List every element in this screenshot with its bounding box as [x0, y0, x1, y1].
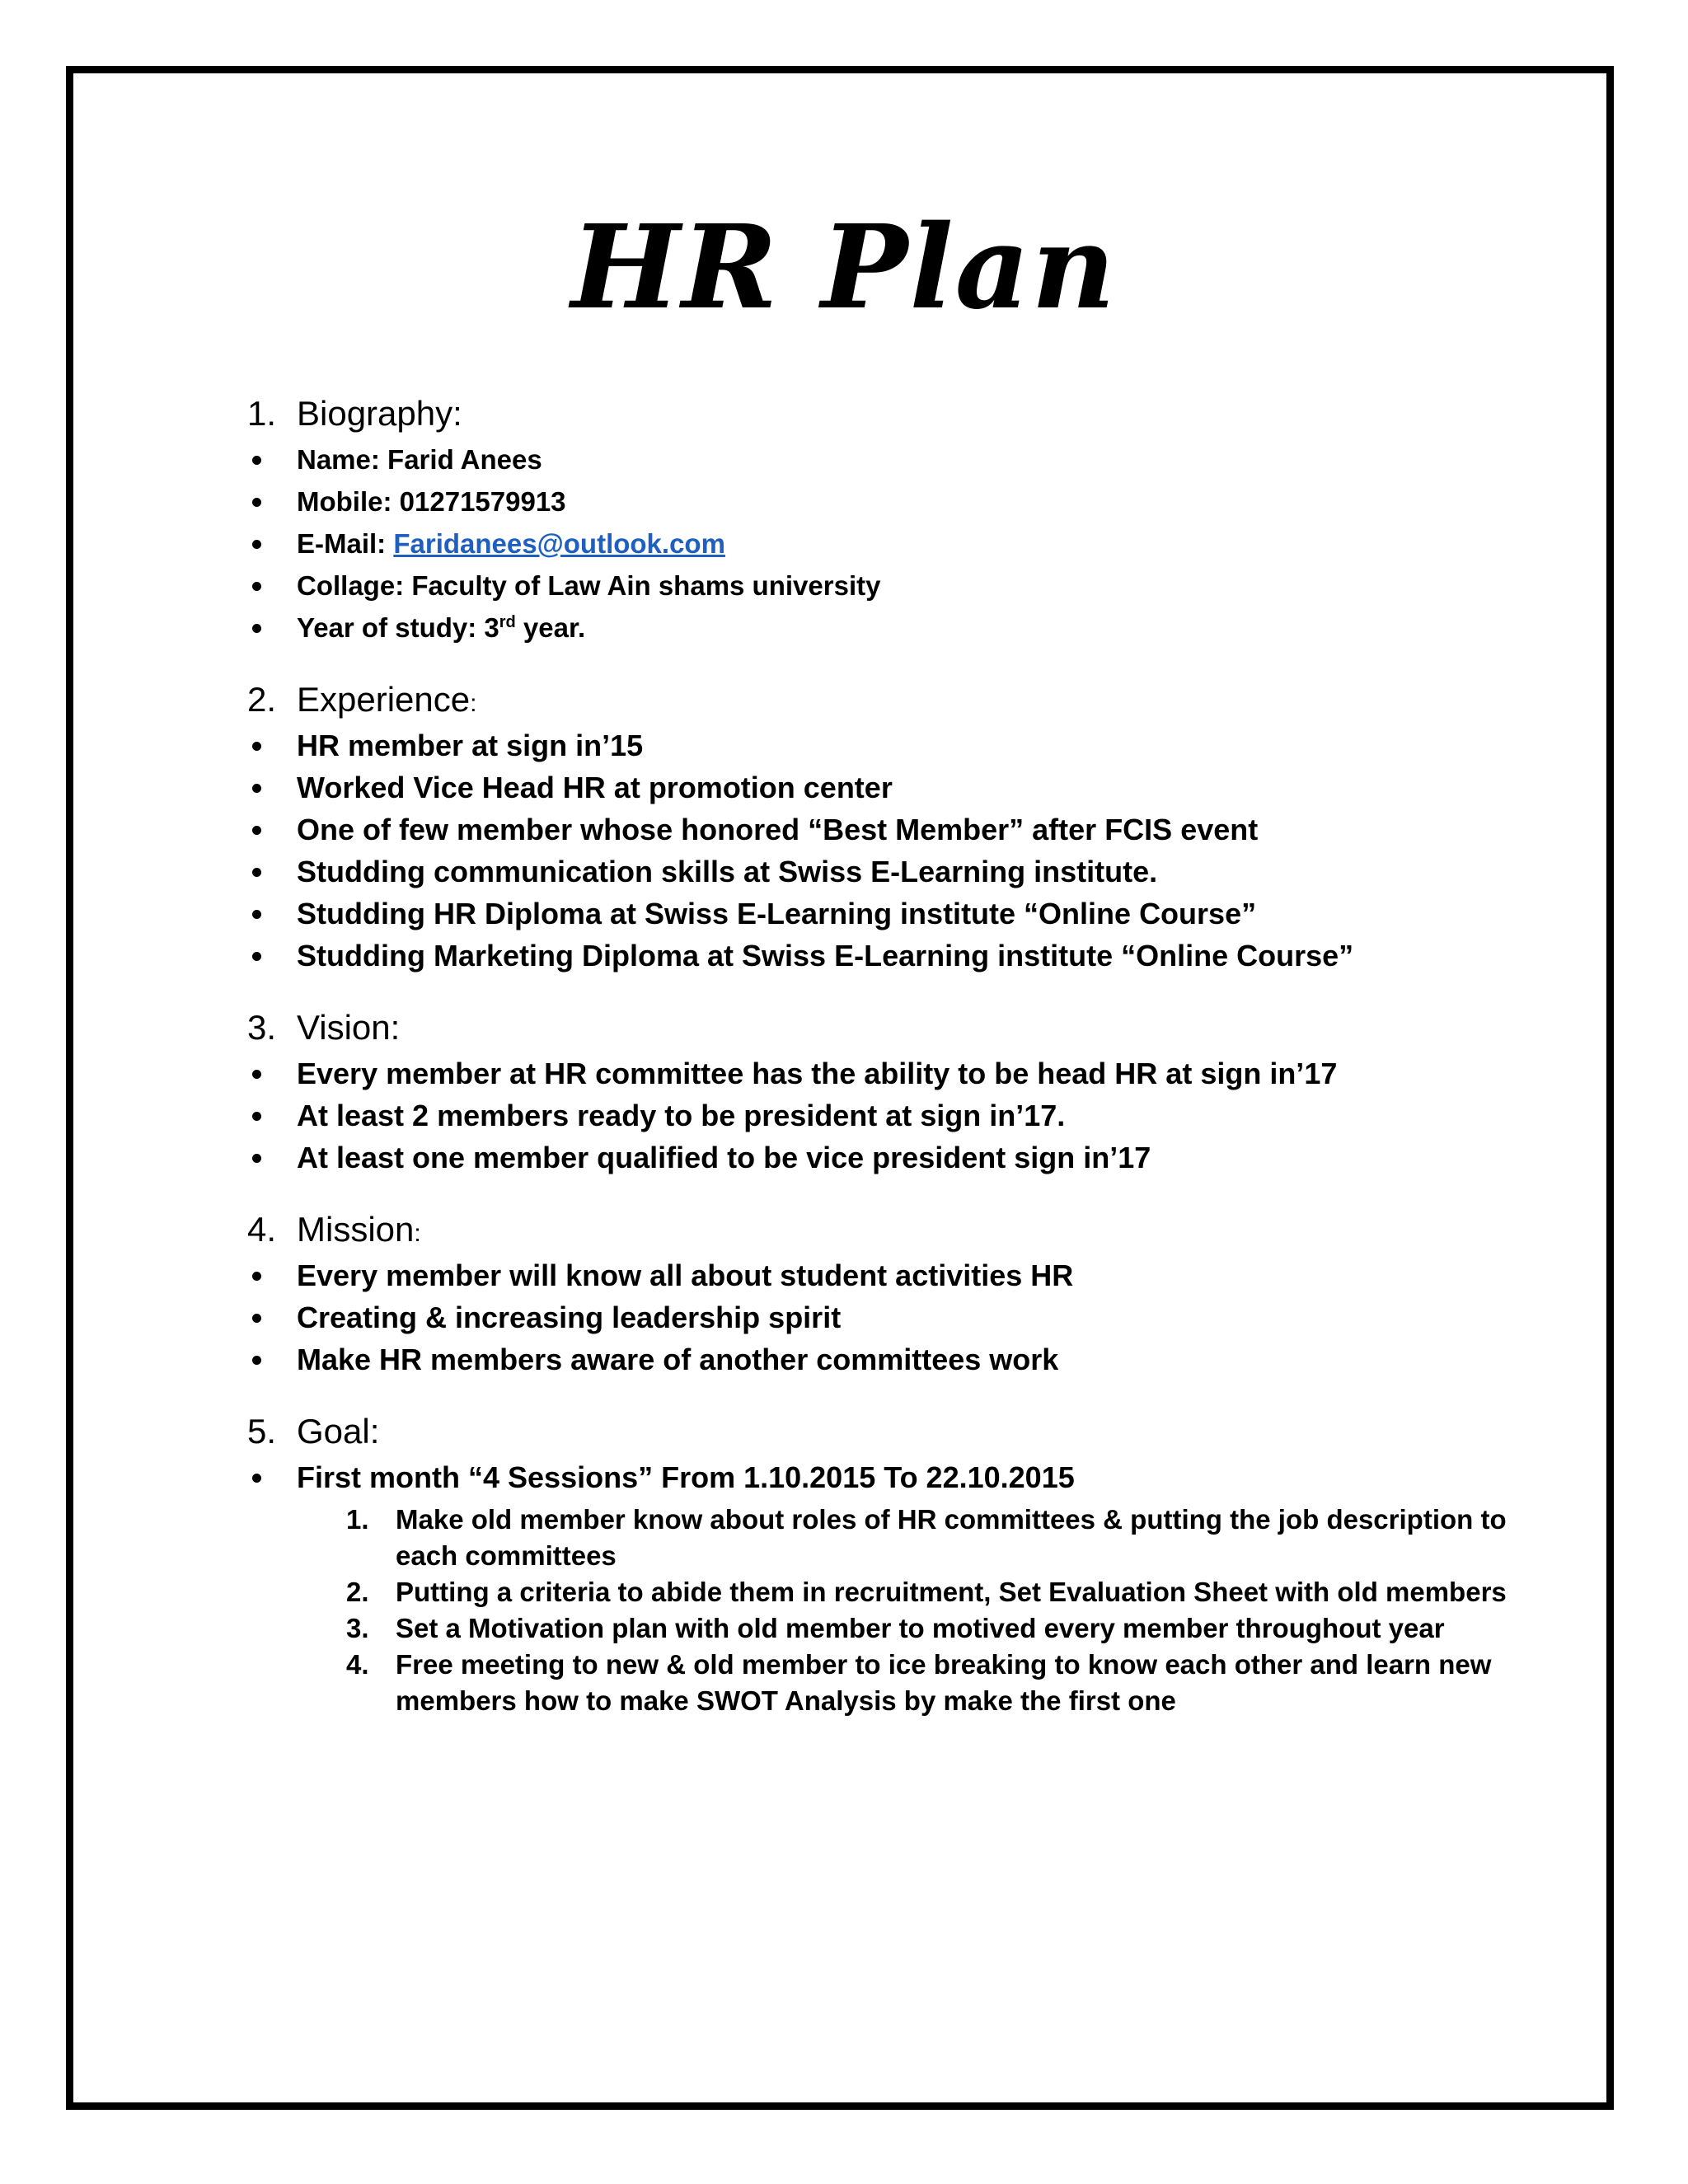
section-colon: :	[414, 1220, 421, 1247]
sub-list-item	[346, 1647, 1533, 1719]
section-number: 4.	[247, 1210, 277, 1249]
section-mission	[247, 1210, 1533, 1380]
section-number: 3.	[247, 1008, 277, 1047]
list-item: Every member at HR committee has the ability to be head HR at sign in’17	[247, 1052, 1533, 1094]
section-colon: :	[452, 394, 462, 433]
section-heading	[247, 1008, 1533, 1047]
section-number: 1.	[247, 394, 277, 433]
list-item-email	[247, 523, 1533, 565]
section-number: 2.	[247, 680, 277, 719]
list-item: Studding Marketing Diploma at Swiss E-Learning institute “Online Course”	[247, 935, 1533, 977]
list-item: First month “4 Sessions” From 1.10.2015 To 22.10.2015	[247, 1456, 1533, 1498]
sub-item-text: Make old member know about roles of HR committees & putting the job description to each committees	[396, 1504, 1507, 1571]
list-item: At least 2 members ready to be president at sign in’17.	[247, 1094, 1533, 1137]
section-title: Experience	[297, 680, 471, 719]
item-label: Collage:	[297, 570, 405, 601]
section-title: Mission	[297, 1210, 415, 1249]
section-goal	[247, 1412, 1533, 1719]
sub-item-number: 3.	[346, 1613, 369, 1643]
item-value: 01271579913	[399, 486, 566, 517]
section-title: Biography	[297, 394, 453, 433]
item-value: 3	[484, 612, 499, 643]
section-heading	[247, 394, 1533, 434]
item-label: Mobile:	[297, 486, 392, 517]
sub-list-item	[346, 1502, 1533, 1574]
section-number: 5.	[247, 1412, 277, 1451]
section-vision	[247, 1008, 1533, 1179]
sub-item-number: 1.	[346, 1504, 369, 1535]
section-title: Vision	[297, 1008, 391, 1047]
section-colon: :	[470, 690, 477, 717]
section-heading	[247, 1412, 1533, 1451]
list-item: Make HR members aware of another committees work	[247, 1338, 1533, 1380]
ordinal-suffix: rd	[499, 613, 516, 631]
list-item: Studding communication skills at Swiss E-Learning institute.	[247, 851, 1533, 893]
sub-item-number: 2.	[346, 1577, 369, 1607]
email-link[interactable]: Faridanees@outlook.com	[393, 528, 725, 559]
item-label: Year of study:	[297, 612, 477, 643]
list-item: Creating & increasing leadership spirit	[247, 1296, 1533, 1338]
section-colon: :	[390, 1008, 401, 1047]
section-experience	[247, 680, 1533, 977]
sub-item-text: Set a Motivation plan with old member to motived every member throughout year	[396, 1613, 1445, 1643]
goal-sublist	[247, 1502, 1533, 1719]
list-item-year	[247, 607, 1533, 649]
mission-list	[247, 1254, 1533, 1380]
document-body	[247, 394, 1533, 1719]
list-item: HR member at sign in’15	[247, 724, 1533, 766]
list-item: At least one member qualified to be vice president sign in’17	[247, 1137, 1533, 1179]
sub-item-text: Putting a criteria to abide them in recruitment, Set Evaluation Sheet with old members	[396, 1577, 1507, 1607]
list-item: Studding HR Diploma at Swiss E-Learning institute “Online Course”	[247, 893, 1533, 935]
list-item-mobile	[247, 480, 1533, 523]
sub-item-text: Free meeting to new & old member to ice breaking to know each other and learn new members how to make SWOT Analysis by make the first one	[396, 1649, 1492, 1716]
section-heading	[247, 680, 1533, 719]
item-label: E-Mail:	[297, 528, 387, 559]
sub-list-item	[346, 1574, 1533, 1610]
list-item-collage	[247, 565, 1533, 607]
item-value-tail: year.	[515, 612, 586, 643]
section-heading	[247, 1210, 1533, 1249]
list-item-name	[247, 438, 1533, 480]
sub-list-item	[346, 1610, 1533, 1647]
item-value: Faculty of Law Ain shams university	[411, 570, 881, 601]
section-title: Goal	[297, 1412, 370, 1451]
vision-list	[247, 1052, 1533, 1179]
list-item: One of few member whose honored “Best Member” after FCIS event	[247, 808, 1533, 851]
biography-list	[247, 438, 1533, 649]
list-item: Every member will know all about student activities HR	[247, 1254, 1533, 1296]
experience-list	[247, 724, 1533, 977]
sub-item-number: 4.	[346, 1649, 369, 1680]
section-biography	[247, 394, 1533, 649]
section-colon: :	[369, 1412, 380, 1451]
item-value: Farid Anees	[387, 444, 542, 475]
goal-list	[247, 1456, 1533, 1498]
list-item: Worked Vice Head HR at promotion center	[247, 766, 1533, 808]
item-label: Name:	[297, 444, 380, 475]
document-title: HR Plan	[570, 200, 1118, 335]
